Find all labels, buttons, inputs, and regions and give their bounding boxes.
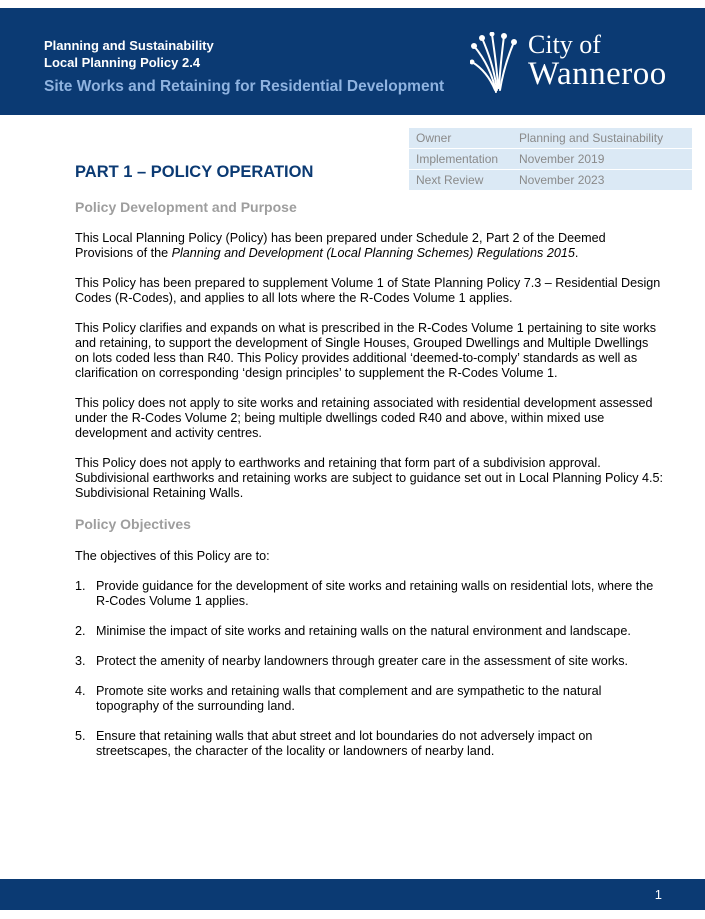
- list-text: Protect the amenity of nearby landowners through greater care in the assessment of site works.: [96, 654, 629, 668]
- list-item: [75, 729, 665, 759]
- paragraph-not-apply-volume2: This policy does not apply to site works and retaining associated with residential development assessed under the R-Codes Volume 2; being multiple dwellings coded R40 and above, within mixed use development and activity centres.: [75, 396, 653, 440]
- table-row: [409, 149, 692, 170]
- development-heading: Policy Development and Purpose: [75, 199, 297, 215]
- regulation-name: Planning and Development (Local Planning Schemes) Regulations 2015: [171, 246, 575, 260]
- list-text: Promote site works and retaining walls that complement and are sympathetic to the natural topography of the surrounding land.: [96, 684, 602, 713]
- page-footer: [0, 879, 705, 910]
- list-item: [75, 684, 665, 714]
- policy-number: Local Planning Policy 2.4: [44, 55, 201, 70]
- logo-text-city-of: City of: [528, 30, 601, 59]
- banksia-logo-icon: [470, 32, 522, 94]
- paragraph-not-apply-subdivision: This Policy does not apply to earthworks and retaining that form part of a subdivision approval. Subdivisional earthworks and retaining works are subject to guidance set out in Local Planning Policy 4.5: Subdivisional Retaining Walls.: [75, 456, 664, 500]
- department-name: Planning and Sustainability: [44, 38, 214, 53]
- policy-title: Site Works and Retaining for Residential Development: [44, 78, 445, 95]
- list-number: 1.: [75, 579, 86, 593]
- info-value: Planning and Sustainability: [519, 128, 692, 149]
- list-number: 5.: [75, 729, 86, 743]
- list-item: [75, 579, 665, 609]
- list-text: Provide guidance for the development of site works and retaining walls on residential lots, where the R-Codes Volume 1 applies.: [96, 579, 654, 608]
- list-item: [75, 654, 665, 669]
- info-label: Owner: [409, 128, 519, 149]
- paragraph-text: This Local Planning Policy (Policy) has been prepared under Schedule 2, Part 2 of the Deemed Provisions of the: [75, 231, 606, 260]
- list-number: 4.: [75, 684, 86, 698]
- city-logo: [470, 30, 680, 100]
- list-item: [75, 624, 665, 639]
- policy-info-table: [409, 128, 692, 191]
- objectives-intro: The objectives of this Policy are to:: [75, 549, 270, 563]
- page-number: 1: [654, 887, 662, 902]
- table-row: [409, 170, 692, 191]
- paragraph-r-codes: This Policy has been prepared to supplement Volume 1 of State Planning Policy 7.3 – Residential Design Codes (R-Codes), and applies to all lots where the R-Codes Volume 1 applies.: [75, 276, 661, 305]
- objectives-heading: Policy Objectives: [75, 516, 191, 532]
- table-row: [409, 128, 692, 149]
- info-label: Next Review: [409, 170, 519, 191]
- paragraph-clarifies: This Policy clarifies and expands on what is prescribed in the R-Codes Volume 1 pertaining to site works and retaining, to support the development of Single Houses, Grouped Dwellings and Multiple Dwellings on lots coded less than R40. This Policy provides additional ‘deemed-to-comply’ standards as well as clarification on corresponding ‘design principles’ to supplement the R-Codes Volume 1.: [75, 321, 656, 380]
- list-text: Minimise the impact of site works and retaining walls on the natural environment and landscape.: [96, 624, 631, 638]
- list-number: 2.: [75, 624, 86, 638]
- info-value: November 2019: [519, 149, 692, 170]
- page-header: [0, 8, 705, 115]
- part-title: PART 1 – POLICY OPERATION: [75, 163, 314, 181]
- paragraph-text: .: [574, 246, 579, 260]
- list-number: 3.: [75, 654, 86, 668]
- list-text: Ensure that retaining walls that abut street and lot boundaries do not adversely impact on streetscapes, the character of the locality or landowners of nearby land.: [96, 729, 593, 758]
- paragraph-regulations: [75, 231, 665, 261]
- logo-text-wanneroo: Wanneroo: [528, 56, 667, 92]
- info-label: Implementation: [409, 149, 519, 170]
- info-value: November 2023: [519, 170, 692, 191]
